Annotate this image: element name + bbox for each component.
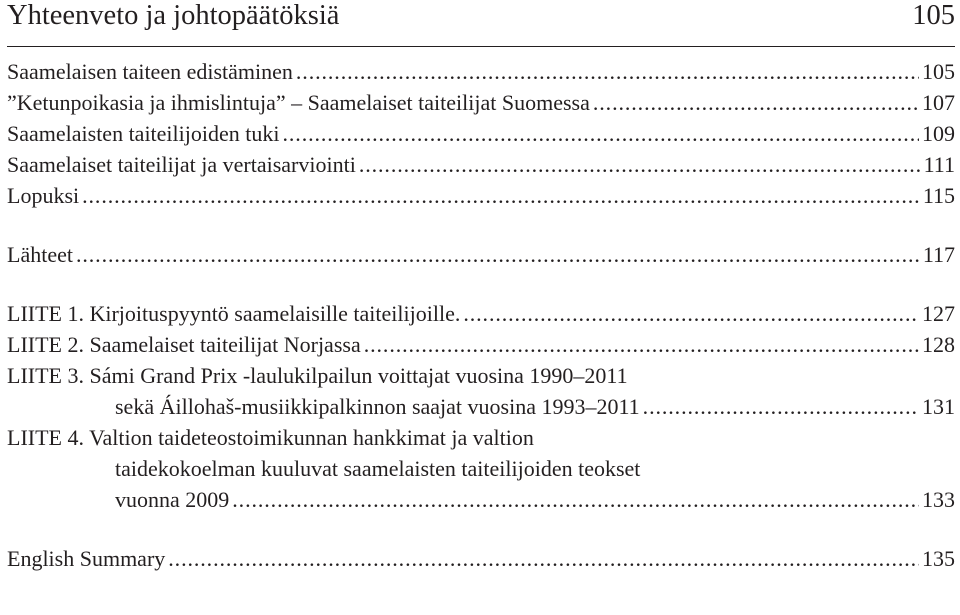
table-of-contents <box>7 0 955 574</box>
toc-entry <box>7 56 955 87</box>
toc-entries <box>7 56 955 574</box>
toc-entry-title: Saamelaisten taiteilijoiden tuki <box>7 121 280 146</box>
toc-entry-title: vuonna 2009 <box>115 487 230 512</box>
dot-leader <box>643 391 919 422</box>
toc-entry <box>7 87 955 118</box>
toc-entry <box>7 180 955 211</box>
toc-entry-page: 131 <box>922 394 955 419</box>
section-heading <box>7 0 955 47</box>
toc-entry-title: Saamelaisen taiteen edistäminen <box>7 59 293 84</box>
dot-leader <box>359 149 921 180</box>
dot-leader <box>463 298 919 329</box>
dot-leader <box>232 484 919 515</box>
dot-leader <box>283 118 920 149</box>
section-page-number: 105 <box>912 0 955 31</box>
toc-entry-title: sekä Áillohaš-musiikkipalkinnon saajat vuosina 1993–2011 <box>115 394 640 419</box>
toc-entry-title: Lopuksi <box>7 183 80 208</box>
toc-entry-appendix-4-line-2: taidekokoelman kuuluvat saamelaisten taiteilijoiden teokset <box>115 456 641 481</box>
toc-entry <box>7 149 955 180</box>
toc-entry-page: 128 <box>922 332 955 357</box>
dot-leader <box>82 180 920 211</box>
toc-entry <box>7 118 955 149</box>
toc-entry-english-summary <box>7 543 955 574</box>
toc-entry-title: English Summary <box>7 546 166 571</box>
toc-entry-sources <box>7 239 955 270</box>
toc-entry-page: 135 <box>922 546 955 571</box>
spacer <box>7 211 955 239</box>
dot-leader <box>593 87 919 118</box>
toc-entry-appendix-3 <box>7 391 955 422</box>
spacer <box>7 270 955 298</box>
dot-leader <box>168 543 919 574</box>
toc-entry-title: LIITE 2. Saamelaiset taiteilijat Norjassa <box>7 332 361 357</box>
toc-entry-appendix-4 <box>7 484 955 515</box>
toc-entry-page: 127 <box>922 301 955 326</box>
toc-entry-appendix-3-line-1: LIITE 3. Sámi Grand Prix -laulukilpailun voittajat vuosina 1990–2011 <box>7 363 628 388</box>
toc-entry-page: 107 <box>922 90 955 115</box>
toc-entry-page: 117 <box>922 242 955 267</box>
dot-leader <box>296 56 919 87</box>
toc-entry-page: 133 <box>922 487 955 512</box>
toc-entry-appendix-1 <box>7 298 955 329</box>
toc-entry-appendix-4-line-1: LIITE 4. Valtion taideteostoimikunnan hankkimat ja valtion <box>7 425 534 450</box>
toc-entry-page: 111 <box>923 152 955 177</box>
toc-entry-title: LIITE 1. Kirjoituspyyntö saamelaisille taiteilijoille. <box>7 301 461 326</box>
dot-leader <box>364 329 919 360</box>
toc-entry-title: ”Ketunpoikasia ja ihmislintuja” – Saamelaiset taiteilijat Suomessa <box>7 90 590 115</box>
toc-entry-appendix-2 <box>7 329 955 360</box>
toc-entry-page: 105 <box>922 59 955 84</box>
toc-entry-title: Lähteet <box>7 242 73 267</box>
spacer <box>7 515 955 543</box>
toc-entry-title: Saamelaiset taiteilijat ja vertaisarviointi <box>7 152 356 177</box>
dot-leader <box>76 239 920 270</box>
toc-entry-page: 115 <box>922 183 955 208</box>
toc-entry-page: 109 <box>922 121 955 146</box>
section-title: Yhteenveto ja johtopäätöksiä <box>7 0 340 31</box>
